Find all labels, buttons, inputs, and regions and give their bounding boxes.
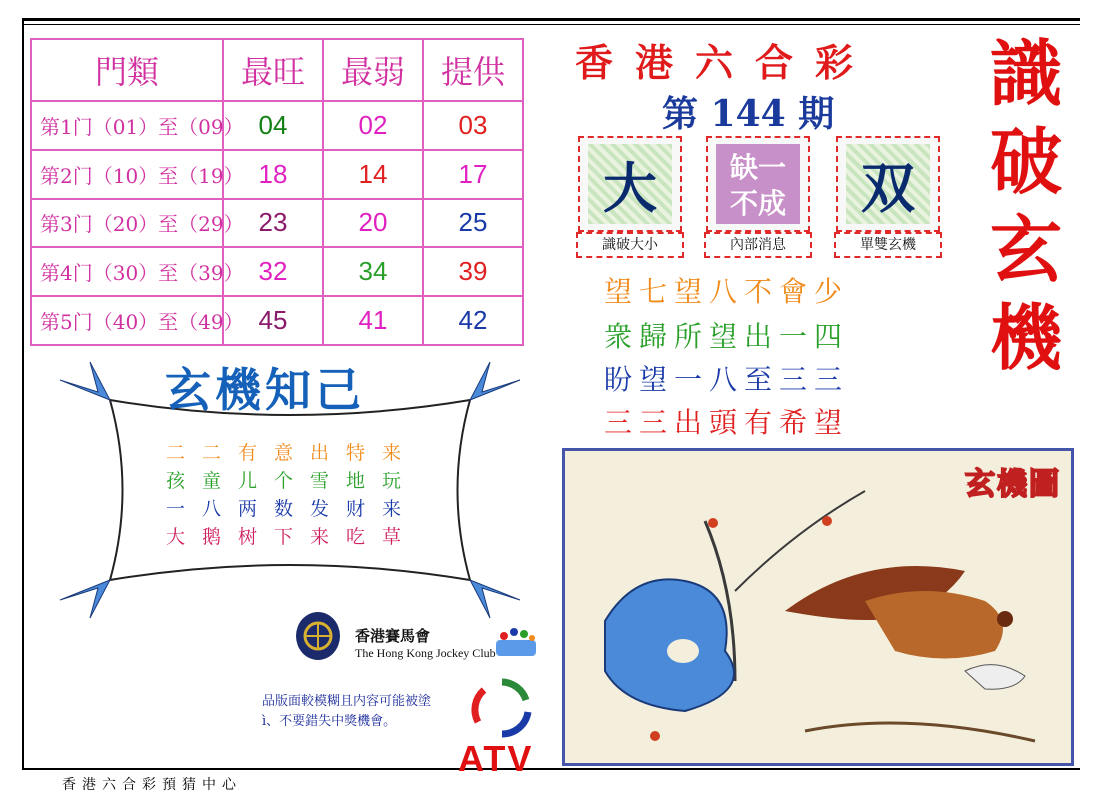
hint-word: 双 <box>861 157 915 220</box>
footer-text: 香港六合彩預猜中心 <box>62 777 242 793</box>
hint-caption: 內部消息 <box>704 232 812 258</box>
notice-line: ì、不要錯失中獎機會。 <box>262 714 397 729</box>
bird-icon <box>470 580 520 618</box>
row-label: 第2门（10）至（19） <box>31 150 223 199</box>
header-offer: 提供 <box>423 39 523 101</box>
header-category: 門類 <box>31 39 223 101</box>
offer-value: 39 <box>423 247 523 296</box>
header-weak: 最弱 <box>323 39 423 101</box>
lottery-title: 香港六合彩 <box>575 40 876 85</box>
picture-title: 玄機圖 <box>965 467 1061 502</box>
issue-number: 第 144 期 <box>662 93 835 135</box>
hint-word: 缺一 不成 <box>729 151 786 220</box>
riddle-picture <box>562 448 1074 766</box>
bottom-rule <box>22 768 1080 770</box>
table-header-row <box>31 39 523 101</box>
table-row <box>31 296 523 345</box>
numbers-table <box>30 38 524 346</box>
row-label: 第3门（20）至（29） <box>31 199 223 248</box>
side-title-char: 機 <box>989 295 1062 380</box>
atv-logo-icon <box>462 678 542 740</box>
notice-line: 品版面較模糊且内容可能被塗 <box>262 694 432 709</box>
banner-line: 二二有意出特来 <box>166 442 419 464</box>
table-row <box>31 150 523 199</box>
hint-box-inside <box>706 136 810 232</box>
jockey-club-name: 香港賽馬會 <box>355 627 431 645</box>
hint-caption: 識破大小 <box>576 232 684 258</box>
left-rule <box>22 18 24 770</box>
banner-title: 玄機知己 <box>165 363 365 417</box>
jockey-club-logo-icon <box>294 610 342 662</box>
poem-line: 三三出頭有希望 <box>604 406 850 439</box>
offer-value: 25 <box>423 199 523 248</box>
weak-value: 14 <box>323 150 423 199</box>
hint-caption: 單雙玄機 <box>834 232 942 258</box>
best-value: 23 <box>223 199 323 248</box>
side-title <box>976 30 1076 382</box>
banner-line: 孩童儿个雪地玩 <box>166 470 419 492</box>
hint-word: 大 <box>603 157 657 220</box>
side-title-char: 破 <box>989 119 1062 204</box>
banner-line: 大鹅树下来吃草 <box>166 526 419 548</box>
poem-line: 盼望一八至三三 <box>604 363 850 396</box>
banner-line: 一八两数发财来 <box>166 498 419 520</box>
table-row <box>31 101 523 150</box>
bird-icon <box>470 362 520 400</box>
hint-box-size <box>578 136 682 232</box>
bird-icon <box>60 362 110 400</box>
bird-icon <box>60 580 110 618</box>
weak-value: 34 <box>323 247 423 296</box>
table-row <box>31 199 523 248</box>
best-value: 45 <box>223 296 323 345</box>
side-title-char: 識 <box>989 31 1062 116</box>
mark-six-logo-icon <box>494 626 538 662</box>
best-value: 32 <box>223 247 323 296</box>
top-rule-thin <box>22 24 1080 25</box>
weak-value: 02 <box>323 101 423 150</box>
poem-line: 望七望八不會少 <box>604 275 850 308</box>
weak-value: 20 <box>323 199 423 248</box>
poem-line: 衆歸所望出一四 <box>604 320 850 353</box>
best-value: 18 <box>223 150 323 199</box>
side-title-char: 玄 <box>989 207 1062 292</box>
jockey-club-name-en: The Hong Kong Jockey Club <box>355 646 496 660</box>
header-best: 最旺 <box>223 39 323 101</box>
weak-value: 41 <box>323 296 423 345</box>
offer-value: 17 <box>423 150 523 199</box>
best-value: 04 <box>223 101 323 150</box>
row-label: 第5门（40）至（49） <box>31 296 223 345</box>
offer-value: 42 <box>423 296 523 345</box>
offer-value: 03 <box>423 101 523 150</box>
row-label: 第1门（01）至（09） <box>31 101 223 150</box>
atv-logo-text: ATV <box>458 738 534 779</box>
hint-box-oddeven <box>836 136 940 232</box>
row-label: 第4门（30）至（39） <box>31 247 223 296</box>
table-row <box>31 247 523 296</box>
top-rule <box>22 18 1080 21</box>
